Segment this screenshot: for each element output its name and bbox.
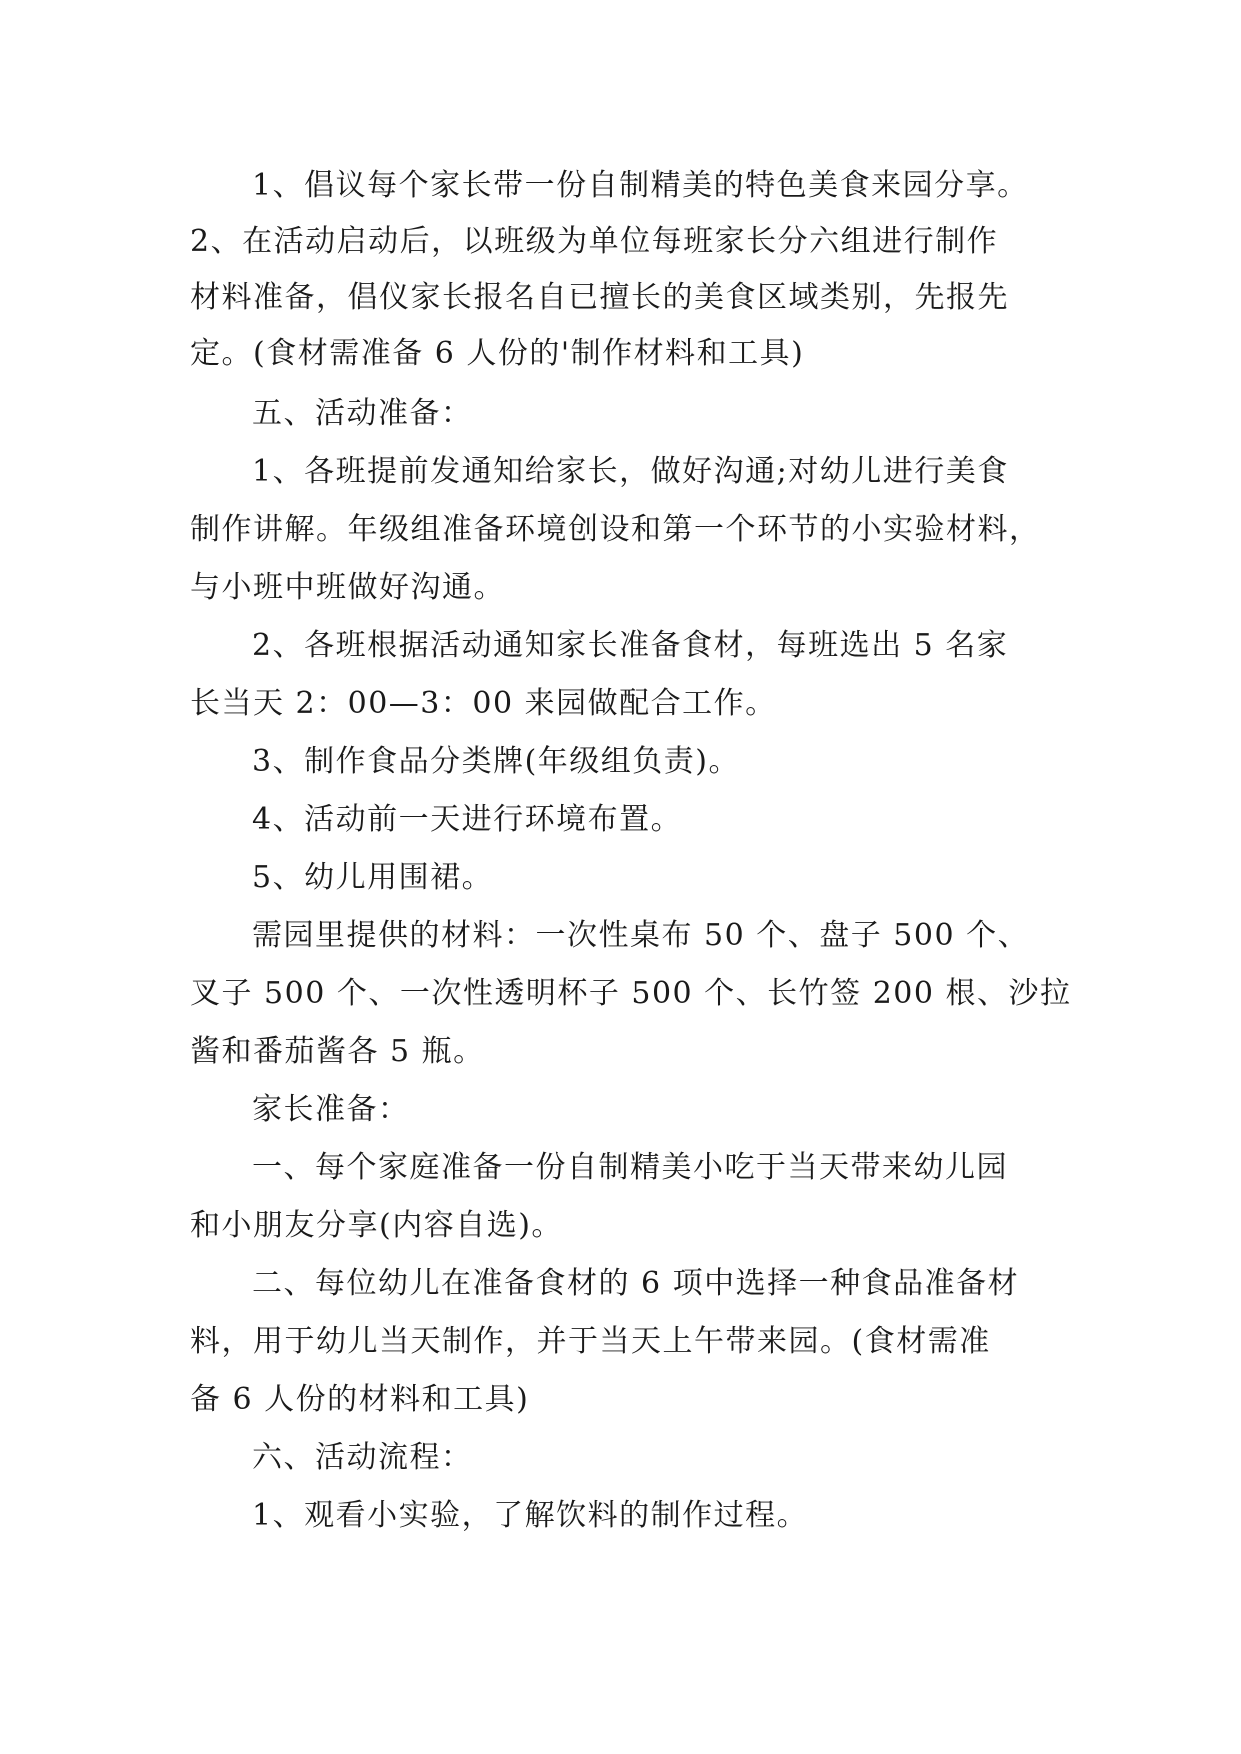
text-line: 2、在活动启动后，以班级为单位每班家长分六组进行制作 [190,224,999,259]
text-line: 料，用于幼儿当天制作，并于当天上午带来园。(食材需准 [190,1324,991,1359]
text-line: 定。(食材需准备 6 人份的'制作材料和工具) [190,336,805,371]
text-line: 3、制作食品分类牌(年级组负责)。 [252,744,740,779]
text-line: 和小朋友分享(内容自选)。 [190,1208,563,1243]
text-line: 1、倡议每个家长带一份自制精美的特色美食来园分享。 [252,168,1029,203]
section-heading: 六、活动流程： [252,1440,473,1475]
text-line: 与小班中班做好沟通。 [190,570,505,605]
text-line: 1、观看小实验，了解饮料的制作过程。 [252,1498,809,1533]
text-line: 5、幼儿用围裙。 [252,860,494,895]
section-heading: 家长准备： [252,1092,410,1127]
text-line: 4、活动前一天进行环境布置。 [252,802,683,837]
section-heading: 五、活动准备： [252,396,473,431]
text-line: 2、各班根据活动通知家长准备食材，每班选出 5 名家 [252,628,1009,663]
text-line: 材料准备，倡仪家长报名自已擅长的美食区域类别，先报先 [190,280,1009,315]
text-line: 二、每位幼儿在准备食材的 6 项中选择一种食品准备材 [252,1266,1020,1301]
text-line: 1、各班提前发通知给家长，做好沟通;对幼儿进行美食 [252,454,1009,489]
text-line: 制作讲解。年级组准备环境创设和第一个环节的小实验材料， [190,512,1041,547]
text-line: 长当天 2：00—3：00 来园做配合工作。 [190,686,777,721]
text-line: 备 6 人份的材料和工具) [190,1382,530,1417]
text-line: 需园里提供的材料：一次性桌布 50 个、盘子 500 个、 [252,918,1030,953]
text-line: 一、每个家庭准备一份自制精美小吃于当天带来幼儿园 [252,1150,1008,1185]
text-line: 酱和番茄酱各 5 瓶。 [190,1034,485,1069]
text-line: 叉子 500 个、一次性透明杯子 500 个、长竹签 200 根、沙拉 [190,976,1072,1011]
